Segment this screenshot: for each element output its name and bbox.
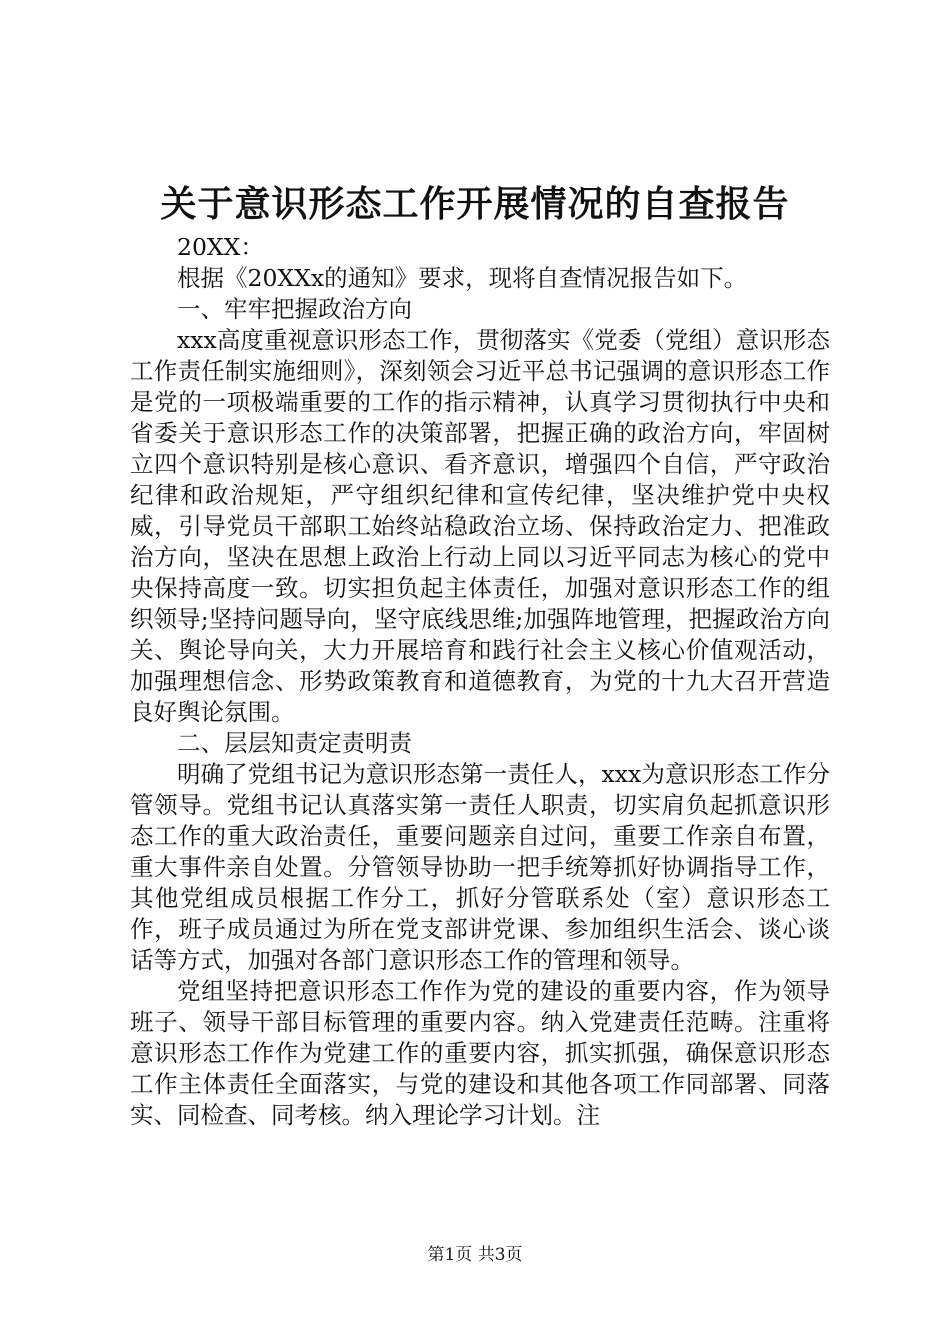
document-body <box>130 232 830 1131</box>
intro-paragraph: 根据《20XXx的通知》要求，现将自查情况报告如下。 <box>177 264 748 292</box>
section-2-paragraph-2: 党组坚持把意识形态工作作为党的建设的重要内容，作为领导班子、领导干部目标管理的重要内容。纳入党建责任范畴。注重将意识形态工作作为党建工作的重要内容，抓实抓强，确保意识形态工作主体责任全面落实，与党的建设和其他各项工作同部署、同落实、同检查、同考核。纳入理论学习计划。注 <box>130 977 830 1129</box>
salutation: 20XX： <box>177 233 264 261</box>
document-title: 关于意识形态工作开展情况的自查报告 <box>160 183 790 225</box>
section-2-paragraph-1: 明确了党组书记为意识形态第一责任人，xxx为意识形态工作分管领导。党组书记认真落实第一责任人职责，切实肩负起抓意识形态工作的重大政治责任，重要问题亲自过问，重要工作亲自布置，重大事件亲自处置。分管领导协助一把手统筹抓好协调指导工作，其他党组成员根据工作分工，抓好分管联系处（室）意识形态工作，班子成员通过为所在党支部讲党课、参加组织生活会、谈心谈话等方式，加强对各部门意识形态工作的管理和领导。 <box>130 760 830 974</box>
section-2-heading: 二、层层知责定责明责 <box>177 729 412 757</box>
section-1-paragraph: xxx高度重视意识形态工作，贯彻落实《党委（党组）意识形态工作责任制实施细则》，深刻领会习近平总书记强调的意识形态工作是党的一项极端重要的工作的指示精神，认真学习贯彻执行中央和省委关于意识形态工作的决策部署，把握正确的政治方向，牢固树立四个意识特别是核心意识、看齐意识，增强四个自信，严守政治纪律和政治规矩，严守组织纪律和宣传纪律，坚决维护党中央权威，引导党员干部职工始终站稳政治立场、保持政治定力、把准政治方向，坚决在思想上政治上行动上同以习近平同志为核心的党中央保持高度一致。切实担负起主体责任，加强对意识形态工作的组织领导;坚持问题导向，坚守底线思维;加强阵地管理，把握政治方向关、舆论导向关，大力开展培育和践行社会主义核心价值观活动，加强理想信念、形势政策教育和道德教育，为党的十九大召开营造良好舆论氛围。 <box>130 326 830 726</box>
page-footer: 第1页 共3页 <box>427 1245 523 1265</box>
section-1-heading: 一、牢牢把握政治方向 <box>177 295 412 323</box>
